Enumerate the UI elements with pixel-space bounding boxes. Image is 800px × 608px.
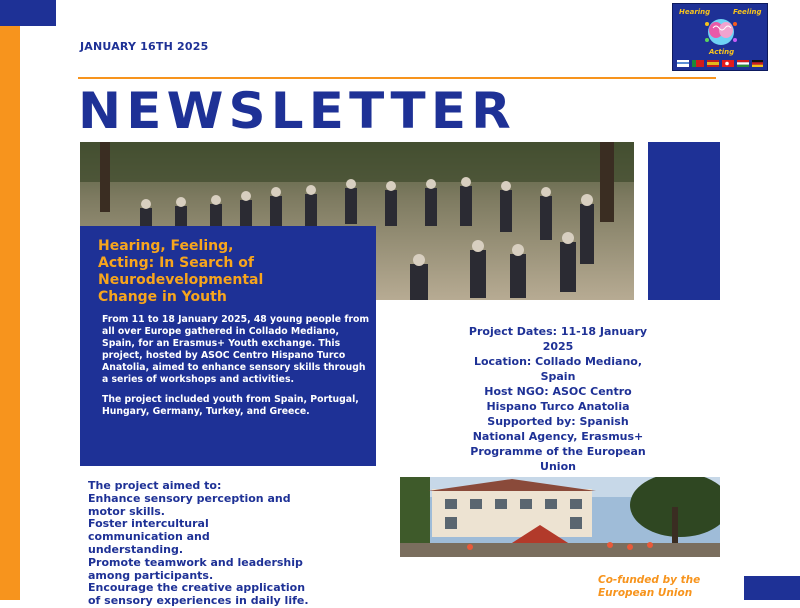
- details-line: Union: [540, 460, 576, 473]
- building-photo-illustration: [400, 477, 720, 557]
- details-line: Spain: [540, 370, 576, 383]
- logo-word-acting: Acting: [709, 48, 735, 56]
- aims-line: among participants.: [88, 568, 214, 582]
- details-line: Hispano Turco Anatolia: [486, 400, 630, 413]
- details-line: Location: Collado Mediano,: [473, 355, 643, 368]
- header-divider: [78, 77, 716, 79]
- aims-line: Enhance sensory perception and: [88, 491, 291, 505]
- project-logo: [672, 3, 768, 71]
- project-details: [428, 324, 688, 474]
- logo-word-hearing: Hearing: [679, 8, 711, 16]
- building-photo: [400, 477, 720, 557]
- article-headline: [98, 238, 368, 306]
- flags-row-icon: [677, 60, 763, 68]
- cofunded-notice: [598, 574, 700, 600]
- intro-paragraph-2: The project included youth from Spain, Portugal, Hungary, Germany, Turkey, and Greece.: [102, 394, 359, 417]
- cofund-line: European Union: [598, 587, 693, 599]
- aims-line: Promote teamwork and leadership: [88, 555, 303, 569]
- left-orange-bar: [0, 0, 20, 600]
- details-line: Programme of the European: [470, 445, 646, 458]
- brain-icon: [703, 16, 739, 48]
- newsletter-date: JANUARY 16TH 2025: [80, 40, 209, 53]
- logo-word-feeling: Feeling: [733, 8, 762, 16]
- aims-line: The project aimed to:: [88, 479, 222, 492]
- headline-line: Neurodevelopmental: [98, 272, 264, 288]
- headline-line: Acting: In Search of: [98, 255, 254, 271]
- aims-line: of sensory experiences in daily life.: [88, 594, 309, 608]
- details-line: Project Dates: 11-18 January: [468, 325, 648, 338]
- cofund-line: Co-funded by the: [598, 574, 701, 586]
- page-title: NEWSLETTER: [78, 82, 516, 140]
- intro-text: [102, 314, 370, 426]
- aims-line: understanding.: [88, 542, 184, 556]
- details-line: Host NGO: ASOC Centro: [484, 385, 632, 398]
- project-aims: [88, 480, 378, 608]
- details-line: 2025: [542, 340, 574, 353]
- bottom-right-navy-block: [744, 576, 800, 600]
- intro-paragraph-1: From 11 to 18 January 2025, 48 young people from all over Europe gathered in Collado Mediano, Spain, for an Erasmus+ Youth exchange. This project, hosted by ASOC Centro Hispano Turco Anatolia, aimed to enhance sensory skills through a series of workshops and activities.: [102, 314, 370, 385]
- aims-line: Foster intercultural: [88, 517, 209, 531]
- top-left-navy-block: [0, 0, 56, 26]
- headline-line: Change in Youth: [98, 289, 227, 305]
- aims-line: motor skills.: [88, 504, 165, 518]
- headline-line: Hearing, Feeling,: [98, 238, 234, 254]
- details-line: National Agency, Erasmus+: [472, 430, 644, 443]
- right-navy-panel: [648, 142, 720, 300]
- aims-line: communication and: [88, 530, 210, 544]
- details-line: Supported by: Spanish: [487, 415, 629, 428]
- aims-line: Encourage the creative application: [88, 581, 306, 595]
